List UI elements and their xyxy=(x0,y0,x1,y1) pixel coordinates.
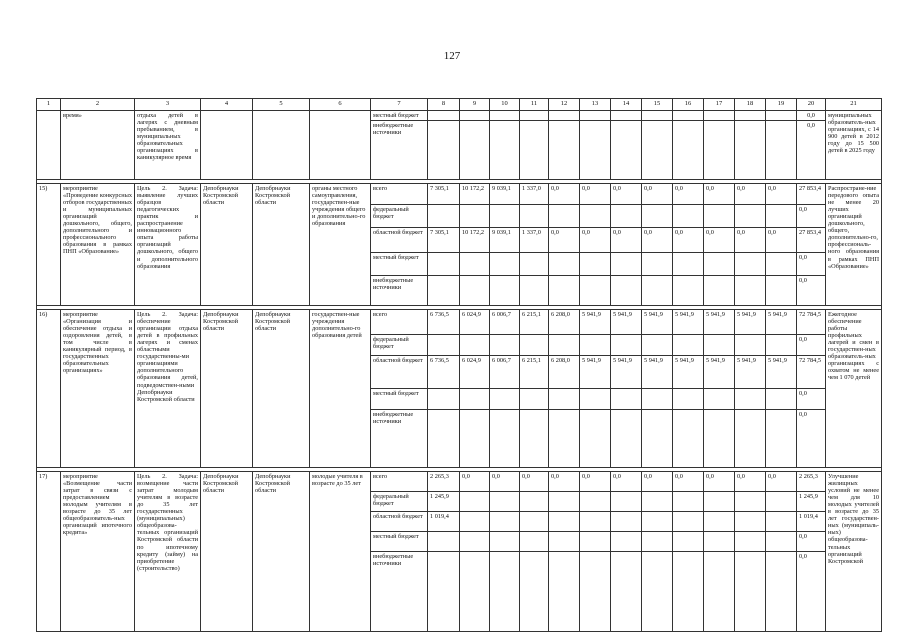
row-number: 15) xyxy=(37,184,61,306)
table-cell xyxy=(766,335,797,356)
table-cell: органы местного самоуправления, государствен-ные учреждения общего и дополнительно-го образования xyxy=(310,184,371,306)
table-cell xyxy=(490,205,520,228)
table-cell xyxy=(460,111,490,121)
table-cell: 1 245,9 xyxy=(797,492,826,512)
table-cell xyxy=(549,111,580,121)
table-cell: 0,0 xyxy=(797,389,826,410)
table-cell xyxy=(673,111,704,121)
table-cell xyxy=(549,253,580,276)
table-cell xyxy=(611,410,642,468)
table-cell: 0,0 xyxy=(797,276,826,306)
table-cell: 0,0 xyxy=(735,228,766,253)
table-cell: областной бюджет xyxy=(371,356,428,389)
table-cell xyxy=(766,410,797,468)
table-cell: 6 736,5 xyxy=(428,310,460,335)
table-cell: муниципальных образователь-ных организациях, с 14 900 детей в 2012 году до 15 500 детей в 2025 году xyxy=(826,111,882,180)
table-cell: 2 265,3 xyxy=(797,472,826,492)
table-cell xyxy=(460,276,490,306)
table-cell xyxy=(766,111,797,121)
table-cell xyxy=(490,276,520,306)
column-header: 7 xyxy=(371,99,428,111)
table-cell xyxy=(490,389,520,410)
table-cell: Распростране-ние передового опыта не менее 20 лучших организаций дошкольного, общего, дополнительно-го, профессиональ-ного образования в рамках ПНП «Образование» xyxy=(826,184,882,306)
table-cell xyxy=(611,512,642,532)
table-cell xyxy=(580,205,611,228)
table-cell: 6 215,1 xyxy=(520,356,549,389)
table-cell: 6 736,5 xyxy=(428,356,460,389)
table-cell xyxy=(642,121,673,180)
table-cell xyxy=(520,512,549,532)
table-cell xyxy=(490,492,520,512)
table-cell: всего xyxy=(371,184,428,205)
table-cell: 5 941,9 xyxy=(704,310,735,335)
table-cell: внебюджетные источники xyxy=(371,121,428,180)
table-row xyxy=(37,184,882,205)
table-cell xyxy=(549,410,580,468)
table-cell: 5 941,9 xyxy=(735,356,766,389)
table-cell: 0,0 xyxy=(797,552,826,632)
table-cell: мероприятие «Проведение конкурсных отборов государственных и муниципальных организаций дошкольного, общего, дополнительного и профессионального образования в рамках ПНП «Образование» xyxy=(61,184,135,306)
table-cell xyxy=(704,552,735,632)
table-cell: 0,0 xyxy=(704,184,735,205)
table-cell xyxy=(490,552,520,632)
column-header: 20 xyxy=(797,99,826,111)
table-cell xyxy=(490,111,520,121)
table-cell xyxy=(611,205,642,228)
table-cell xyxy=(673,121,704,180)
table-cell: 0,0 xyxy=(797,532,826,552)
table-cell: местный бюджет xyxy=(371,532,428,552)
table-cell xyxy=(704,492,735,512)
table-cell: 0,0 xyxy=(735,472,766,492)
table-cell xyxy=(460,532,490,552)
table-cell xyxy=(611,389,642,410)
table-cell xyxy=(580,389,611,410)
table-cell xyxy=(549,492,580,512)
table-cell: отдыха детей в лагерях с дневным пребыванием, в муниципальных образовательных организациях в каникулярное время xyxy=(135,111,201,180)
table-cell xyxy=(428,410,460,468)
table-cell: 0,0 xyxy=(766,228,797,253)
table-cell: федеральный бюджет xyxy=(371,335,428,356)
table-cell: 1 245,9 xyxy=(428,492,460,512)
table-cell xyxy=(611,276,642,306)
table-cell: 5 941,9 xyxy=(673,310,704,335)
table-cell xyxy=(673,276,704,306)
table-cell xyxy=(673,492,704,512)
table-cell xyxy=(673,512,704,532)
table-row xyxy=(37,310,882,335)
table-cell xyxy=(611,552,642,632)
table-cell: 0,0 xyxy=(797,121,826,180)
table-cell xyxy=(735,111,766,121)
table-cell: Депобрнауки Костромской области xyxy=(201,184,253,306)
table-cell xyxy=(460,410,490,468)
table-cell xyxy=(735,253,766,276)
table-cell xyxy=(704,276,735,306)
table-cell xyxy=(549,512,580,532)
table-cell xyxy=(549,205,580,228)
table-cell: Улучшение жилищных условий не менее чем для 10 молодых учителей в возрасте до 35 лет государствен-ных (муниципаль-ных) общеобразова-тельных организаций Костромской xyxy=(826,472,882,632)
table-cell: 0,0 xyxy=(549,228,580,253)
table-cell: 9 039,1 xyxy=(490,228,520,253)
column-header: 8 xyxy=(428,99,460,111)
table-cell: 2 265,3 xyxy=(428,472,460,492)
table-cell: 0,0 xyxy=(735,184,766,205)
table-cell xyxy=(611,111,642,121)
table-cell xyxy=(642,410,673,468)
table-cell: 0,0 xyxy=(766,184,797,205)
header-row xyxy=(37,99,882,111)
table-cell xyxy=(580,121,611,180)
table-cell xyxy=(704,410,735,468)
table-cell xyxy=(766,253,797,276)
column-header: 16 xyxy=(673,99,704,111)
table-cell: 0,0 xyxy=(766,472,797,492)
table-cell xyxy=(766,532,797,552)
table-cell: 5 941,9 xyxy=(580,356,611,389)
table-cell xyxy=(520,335,549,356)
table-cell xyxy=(460,205,490,228)
table-cell xyxy=(428,389,460,410)
table-cell xyxy=(460,389,490,410)
table-cell: 0,0 xyxy=(797,410,826,468)
table-cell xyxy=(673,253,704,276)
table-cell: Депобрнауки Костромской области xyxy=(201,472,253,632)
table-cell xyxy=(766,205,797,228)
table-cell xyxy=(520,410,549,468)
table-cell: 5 941,9 xyxy=(735,310,766,335)
table-cell xyxy=(460,335,490,356)
table-cell: 5 941,9 xyxy=(642,356,673,389)
column-header: 4 xyxy=(201,99,253,111)
table-cell xyxy=(704,512,735,532)
table-cell: 1 337,0 xyxy=(520,228,549,253)
table-cell xyxy=(520,492,549,512)
column-header: 11 xyxy=(520,99,549,111)
table-cell xyxy=(520,552,549,632)
table-cell xyxy=(611,492,642,512)
table-cell xyxy=(490,121,520,180)
table-cell xyxy=(735,276,766,306)
table-row xyxy=(37,111,882,121)
table-cell xyxy=(428,253,460,276)
table-cell xyxy=(490,335,520,356)
table-cell: 0,0 xyxy=(611,228,642,253)
table-cell: Цель 2. Задача: обеспечение организации отдыха детей в профильных лагерях и сменах областными государственны-ми организациями дополнительного образования детей, подведомствен-ными Депобрнауки Костромской области xyxy=(135,310,201,468)
column-header: 19 xyxy=(766,99,797,111)
table-cell: внебюджетные источники xyxy=(371,552,428,632)
table-cell xyxy=(428,121,460,180)
table-cell xyxy=(549,276,580,306)
table-cell: 1 019,4 xyxy=(797,512,826,532)
table-cell: 0,0 xyxy=(797,205,826,228)
table-cell: государствен-ные учреждения дополнительно-го образования детей xyxy=(310,310,371,468)
column-header: 21 xyxy=(826,99,882,111)
table-cell xyxy=(428,276,460,306)
table-cell xyxy=(735,205,766,228)
row-number: 16) xyxy=(37,310,61,468)
table-cell xyxy=(673,410,704,468)
page-number: 127 xyxy=(443,50,461,62)
table-cell: 0,0 xyxy=(611,184,642,205)
table-cell xyxy=(611,532,642,552)
table-cell: молодые учителя в возрасте до 35 лет xyxy=(310,472,371,632)
table-cell xyxy=(253,111,310,180)
table-cell: 27 853,4 xyxy=(797,184,826,205)
table-cell: 7 305,1 xyxy=(428,184,460,205)
table-cell xyxy=(428,335,460,356)
table-cell xyxy=(520,389,549,410)
table-cell xyxy=(428,111,460,121)
table-cell xyxy=(428,552,460,632)
table-cell: 6 024,9 xyxy=(460,310,490,335)
table-cell: 6 215,1 xyxy=(520,310,549,335)
table-cell: Депобрнауки Костромской области xyxy=(253,472,310,632)
table-cell xyxy=(520,276,549,306)
table-cell: 0,0 xyxy=(520,472,549,492)
table-cell: 0,0 xyxy=(642,184,673,205)
column-header: 13 xyxy=(580,99,611,111)
table-cell xyxy=(428,205,460,228)
table-cell: 0,0 xyxy=(673,228,704,253)
table-cell xyxy=(580,552,611,632)
table-cell: 1 337,0 xyxy=(520,184,549,205)
column-header: 14 xyxy=(611,99,642,111)
column-header: 10 xyxy=(490,99,520,111)
table-cell: 0,0 xyxy=(704,228,735,253)
table-cell: федеральный бюджет xyxy=(371,205,428,228)
table-cell: 0,0 xyxy=(490,472,520,492)
row-number: 17) xyxy=(37,472,61,632)
table-cell xyxy=(642,389,673,410)
table-cell xyxy=(766,276,797,306)
table-cell: местный бюджет xyxy=(371,389,428,410)
table-cell: 5 941,9 xyxy=(704,356,735,389)
table-cell: 0,0 xyxy=(797,111,826,121)
column-header: 5 xyxy=(253,99,310,111)
table-cell: местный бюджет xyxy=(371,253,428,276)
table-cell: 10 172,2 xyxy=(460,184,490,205)
table-cell xyxy=(766,492,797,512)
column-header: 12 xyxy=(549,99,580,111)
table-cell xyxy=(549,121,580,180)
table-cell xyxy=(490,410,520,468)
table-cell: 6 006,7 xyxy=(490,310,520,335)
table-cell: время» xyxy=(61,111,135,180)
table-cell xyxy=(490,532,520,552)
table-cell: 0,0 xyxy=(460,472,490,492)
table-cell: 0,0 xyxy=(797,335,826,356)
table-cell xyxy=(460,552,490,632)
table-cell xyxy=(766,512,797,532)
table-cell: 0,0 xyxy=(642,472,673,492)
table-cell xyxy=(310,111,371,180)
table-cell: 72 784,5 xyxy=(797,356,826,389)
table-cell xyxy=(520,121,549,180)
table-cell: внебюджетные источники xyxy=(371,276,428,306)
table-cell: 1 019,4 xyxy=(428,512,460,532)
table-cell xyxy=(460,121,490,180)
table-cell: 0,0 xyxy=(580,184,611,205)
table-cell: 0,0 xyxy=(704,472,735,492)
table-cell xyxy=(642,335,673,356)
table-cell xyxy=(642,276,673,306)
table-cell xyxy=(735,492,766,512)
table-cell: 0,0 xyxy=(549,184,580,205)
table-cell xyxy=(673,205,704,228)
table-cell xyxy=(549,389,580,410)
table-cell: 0,0 xyxy=(642,228,673,253)
table-cell xyxy=(642,205,673,228)
table-cell xyxy=(580,512,611,532)
table-cell xyxy=(460,253,490,276)
table-cell xyxy=(735,389,766,410)
column-header: 15 xyxy=(642,99,673,111)
table-cell xyxy=(611,121,642,180)
table-cell: Депобрнауки Костромской области xyxy=(201,310,253,468)
table-cell xyxy=(704,253,735,276)
table-cell: местный бюджет xyxy=(371,111,428,121)
table-cell: 5 941,9 xyxy=(766,310,797,335)
table-cell: мероприятие «Возмещение части затрат в связи с предоставлением молодым учителям в возрасте до 35 лет общеобразователь-ных организаций ипотечного кредита» xyxy=(61,472,135,632)
table-cell xyxy=(580,276,611,306)
table-cell xyxy=(549,552,580,632)
table-cell xyxy=(642,532,673,552)
table-cell: Цель 2. Задача: выявление лучших образцов педагогических практик и распространение инновационного опыта работы организаций дошкольного, общего и дополнительного образования xyxy=(135,184,201,306)
table-cell: 0,0 xyxy=(611,472,642,492)
table-cell xyxy=(642,492,673,512)
table-cell: 10 172,2 xyxy=(460,228,490,253)
table-cell xyxy=(673,335,704,356)
table-cell xyxy=(766,121,797,180)
column-header: 9 xyxy=(460,99,490,111)
table-cell xyxy=(549,532,580,552)
table-cell xyxy=(520,111,549,121)
table-cell: 6 006,7 xyxy=(490,356,520,389)
column-header: 6 xyxy=(310,99,371,111)
table-cell xyxy=(704,389,735,410)
table-cell: 5 941,9 xyxy=(580,310,611,335)
table-cell: 0,0 xyxy=(673,184,704,205)
table-cell: 0,0 xyxy=(580,228,611,253)
table-cell xyxy=(580,532,611,552)
table-row xyxy=(37,472,882,492)
table-cell: 72 784,5 xyxy=(797,310,826,335)
table-cell xyxy=(580,335,611,356)
table-cell xyxy=(611,253,642,276)
table-cell: 6 208,0 xyxy=(549,356,580,389)
table-cell xyxy=(460,492,490,512)
table-cell: 5 941,9 xyxy=(611,310,642,335)
table-cell xyxy=(520,253,549,276)
table-cell xyxy=(735,121,766,180)
table-cell: 5 941,9 xyxy=(642,310,673,335)
table-cell xyxy=(580,410,611,468)
table-cell: 0,0 xyxy=(580,472,611,492)
table-cell xyxy=(460,512,490,532)
table-cell: Депобрнауки Костромской области xyxy=(253,310,310,468)
table-cell: 27 853,4 xyxy=(797,228,826,253)
table-cell: Депобрнауки Костромской области xyxy=(253,184,310,306)
table-cell: областной бюджет xyxy=(371,228,428,253)
table-cell xyxy=(766,389,797,410)
table-cell xyxy=(673,532,704,552)
table-cell: 0,0 xyxy=(797,253,826,276)
table-cell xyxy=(642,111,673,121)
table-cell: 5 941,9 xyxy=(673,356,704,389)
table-cell: 9 039,1 xyxy=(490,184,520,205)
table-cell xyxy=(201,111,253,180)
table-cell xyxy=(642,512,673,532)
table-cell: 6 208,0 xyxy=(549,310,580,335)
table-cell xyxy=(549,335,580,356)
table-cell xyxy=(735,532,766,552)
table-cell xyxy=(735,512,766,532)
table-cell xyxy=(580,253,611,276)
table-cell: 7 305,1 xyxy=(428,228,460,253)
table-cell: всего xyxy=(371,310,428,335)
table-cell: 0,0 xyxy=(673,472,704,492)
table-cell xyxy=(428,532,460,552)
table-cell: Цель 2. Задача: возмещение части затрат молодым учителям в возрасте до 35 лет государственных (муниципальных) общеобразова-тельных организаций Костромской области по ипотечному кредиту (займу) на приобретение (строительство) xyxy=(135,472,201,632)
table-cell xyxy=(704,335,735,356)
table-cell: федеральный бюджет xyxy=(371,492,428,512)
column-header: 2 xyxy=(61,99,135,111)
table-cell xyxy=(704,121,735,180)
table-cell xyxy=(735,410,766,468)
table-cell xyxy=(642,552,673,632)
table-cell xyxy=(766,552,797,632)
table-cell: внебюджетные источники xyxy=(371,410,428,468)
column-header: 18 xyxy=(735,99,766,111)
table-cell xyxy=(520,205,549,228)
table-cell xyxy=(611,335,642,356)
table-cell xyxy=(673,552,704,632)
table-cell xyxy=(490,512,520,532)
budget-table xyxy=(36,98,882,632)
table-cell xyxy=(704,205,735,228)
table-cell: областной бюджет xyxy=(371,512,428,532)
table-cell xyxy=(735,335,766,356)
column-header: 17 xyxy=(704,99,735,111)
table-cell xyxy=(580,492,611,512)
table-cell: 5 941,9 xyxy=(611,356,642,389)
table-cell xyxy=(704,532,735,552)
table-cell xyxy=(673,389,704,410)
table-cell: Ежегодное обеспечение работы профильных лагерей и смен в государствен-ных образователь-ных организациях с охватом не менее чем 1 070 детей xyxy=(826,310,882,468)
table-cell xyxy=(704,111,735,121)
table-cell: мероприятие «Организация и обеспечение отдыха и оздоровления детей, в том числе в каникулярный период, в государственных образовательных организациях» xyxy=(61,310,135,468)
table-cell: 5 941,9 xyxy=(766,356,797,389)
table-cell xyxy=(37,111,61,180)
table-cell xyxy=(580,111,611,121)
table-cell xyxy=(490,253,520,276)
column-header: 1 xyxy=(37,99,61,111)
table-cell: 6 024,9 xyxy=(460,356,490,389)
table-cell: всего xyxy=(371,472,428,492)
table-cell: 0,0 xyxy=(549,472,580,492)
table-cell xyxy=(520,532,549,552)
column-header: 3 xyxy=(135,99,201,111)
table-cell xyxy=(642,253,673,276)
table-cell xyxy=(735,552,766,632)
